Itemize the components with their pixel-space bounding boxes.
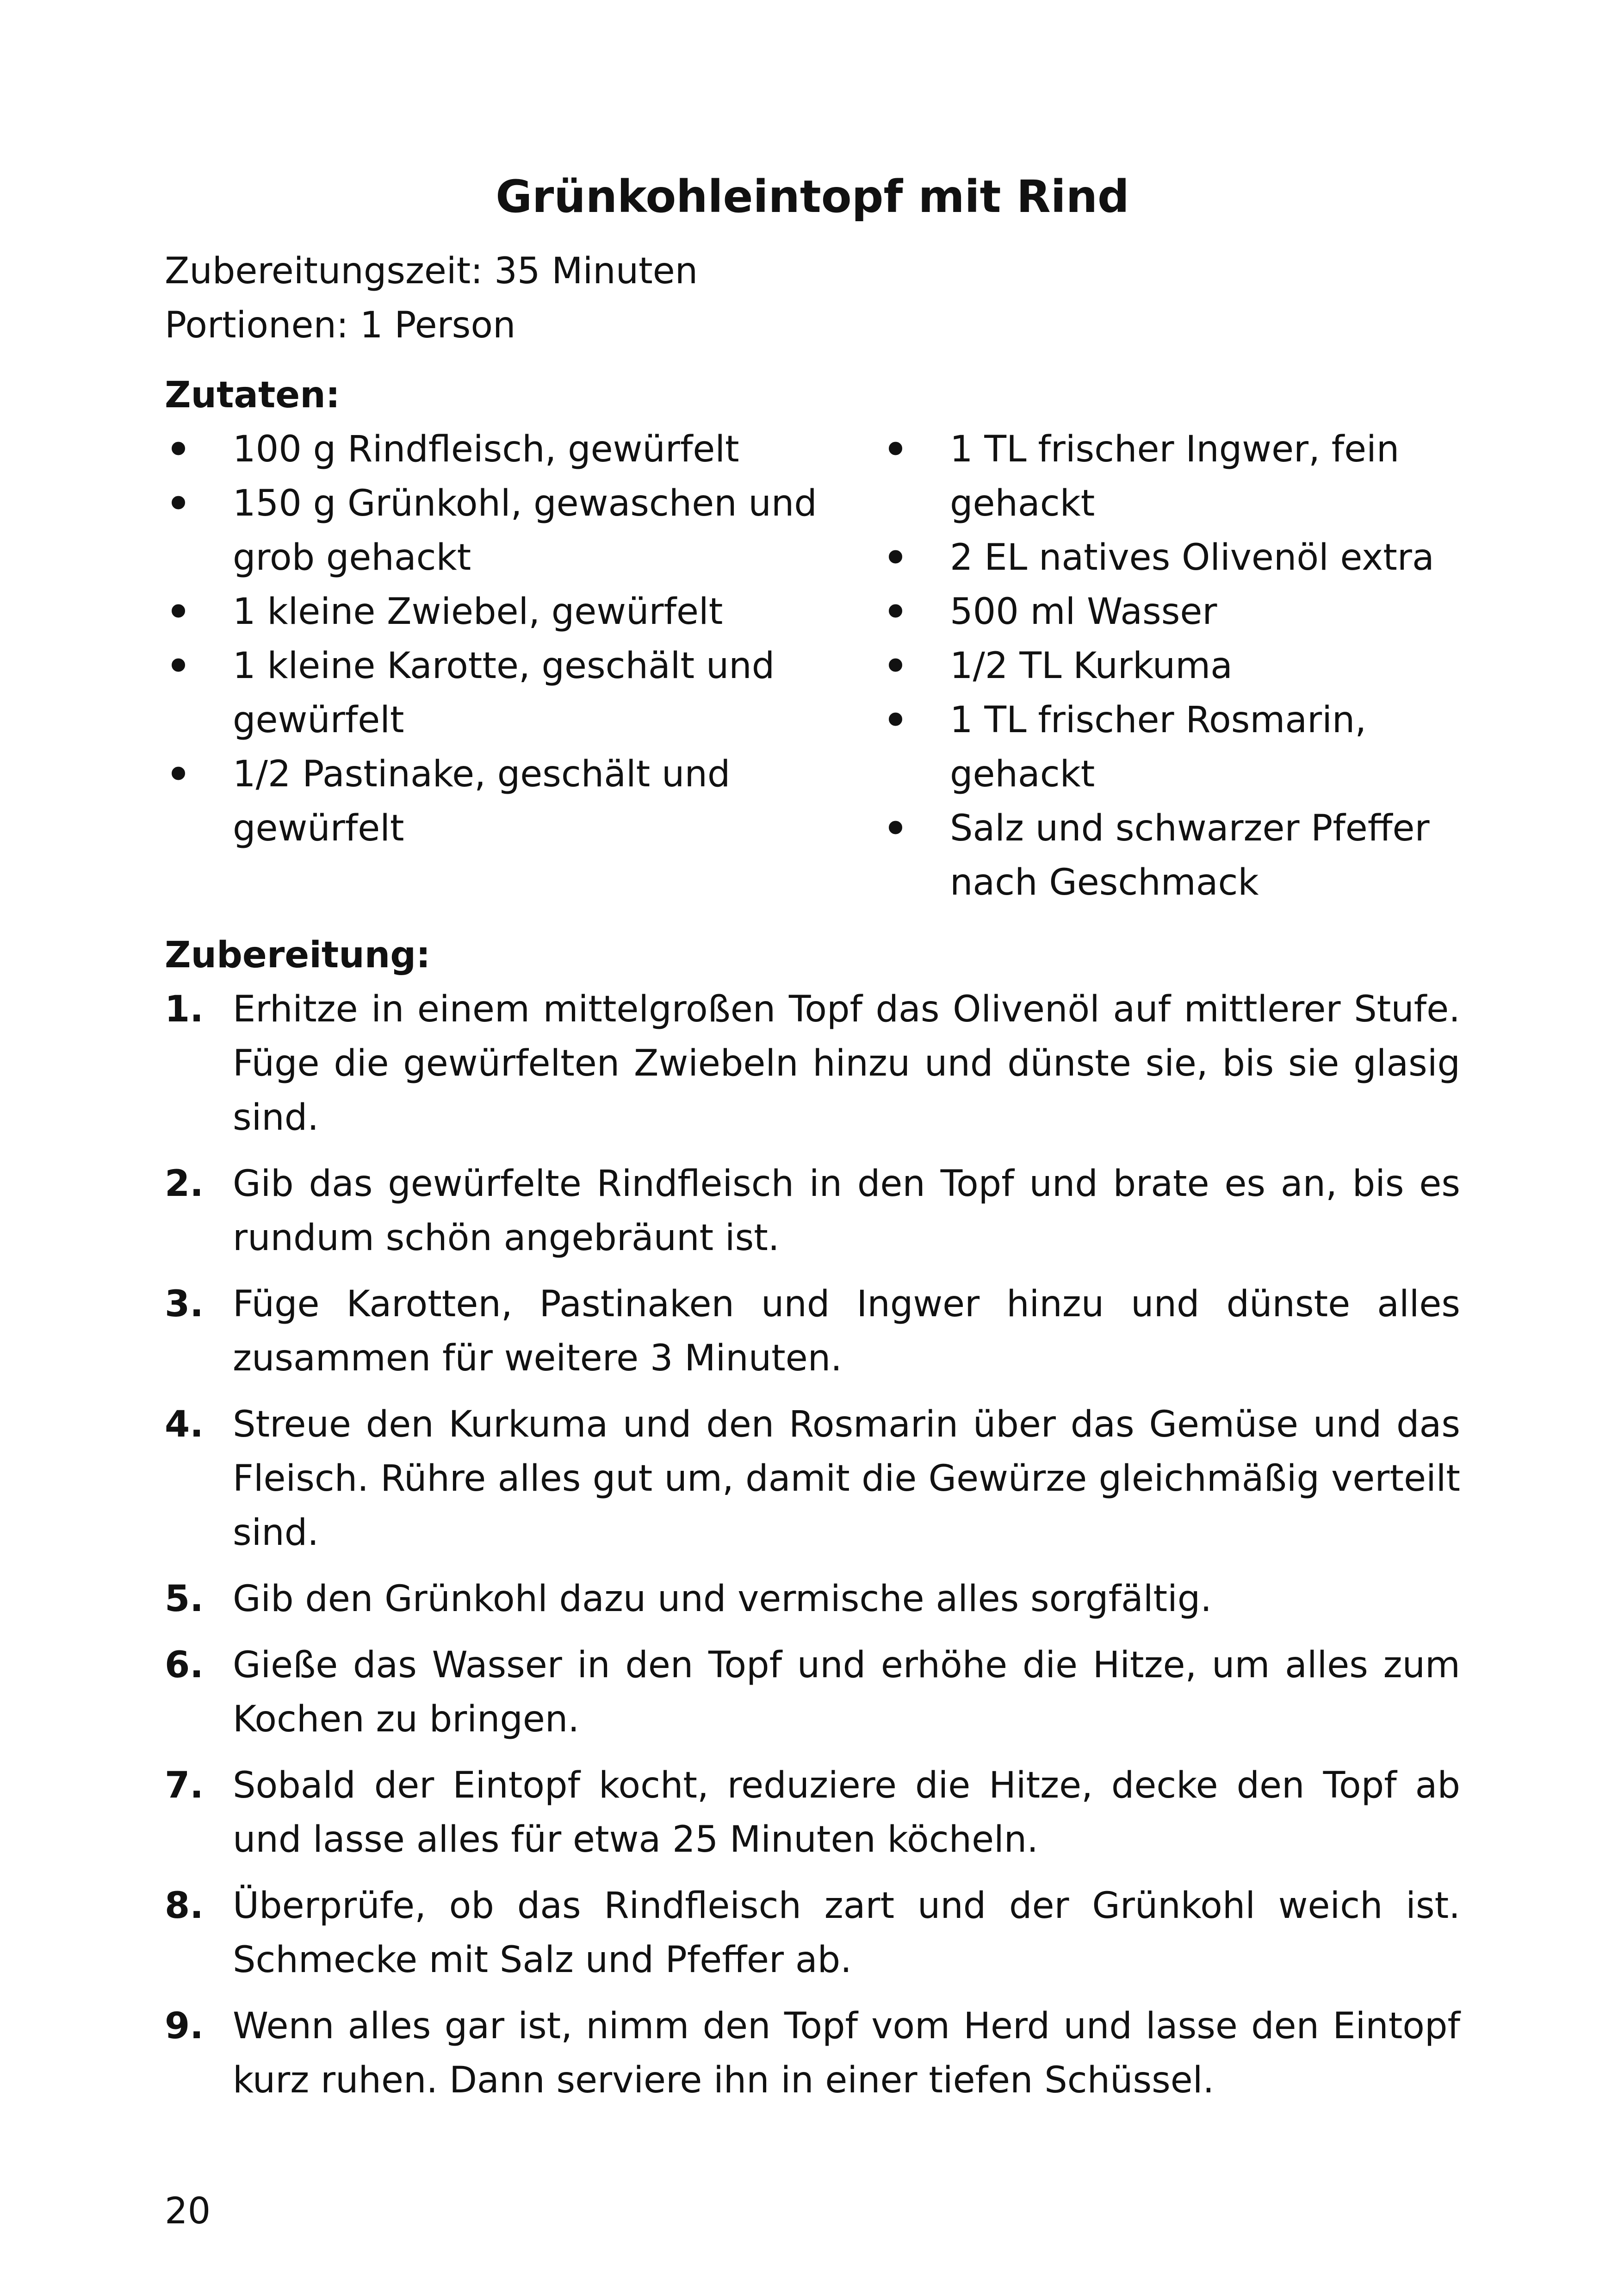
preparation-step — [165, 1398, 1460, 1560]
ingredient-item: • 1 TL frischer Rosmarin, gehackt — [882, 693, 1460, 802]
step-text: Sobald der Eintopf kocht, reduziere die Hitze, decke den Topf ab und lasse alles für etwa 25 Minuten köcheln. — [233, 1765, 1460, 1860]
step-text: Streue den Kurkuma und den Rosmarin über das Gemüse und das Fleisch. Rühre alles gut um, damit die Gewürze gleichmäßig verteilt sind. — [233, 1404, 1460, 1554]
step-text: Gib den Grünkohl dazu und vermische alles sorgfältig. — [233, 1578, 1212, 1620]
ingredient-item: • 500 ml Wasser — [882, 585, 1460, 639]
step-number: 3. — [165, 1283, 204, 1325]
step-number: 8. — [165, 1885, 204, 1927]
step-number: 5. — [165, 1578, 204, 1620]
preparation-step — [165, 1277, 1460, 1386]
step-text: Erhitze in einem mittelgroßen Topf das Olivenöl auf mittlerer Stufe. Füge die gewürfelten Zwiebeln hinzu und dünste sie, bis sie glasig sind. — [233, 989, 1460, 1139]
ingredient-item: • 2 EL natives Olivenöl extra — [882, 531, 1460, 585]
ingredients-heading: Zutaten: — [165, 374, 340, 416]
preparation-step — [165, 1572, 1460, 1626]
ingredient-item: • 100 g Rindfleisch, gewürfelt — [165, 423, 882, 477]
step-text: Gib das gewürfelte Rindfleisch in den Topf und brate es an, bis es rundum schön angebräunt ist. — [233, 1163, 1460, 1259]
ingredients-column-left — [165, 423, 882, 910]
step-number: 9. — [165, 2005, 204, 2047]
ingredients-column-right — [882, 423, 1460, 910]
ingredient-item: • 1/2 TL Kurkuma — [882, 639, 1460, 693]
preparation-step — [165, 1999, 1460, 2108]
preparation-step — [165, 1879, 1460, 1987]
preparation-step — [165, 1157, 1460, 1265]
step-number: 4. — [165, 1404, 204, 1445]
preparation-heading: Zubereitung: — [165, 934, 431, 976]
step-number: 6. — [165, 1644, 204, 1686]
page-content — [165, 167, 1460, 2120]
step-text: Gieße das Wasser in den Topf und erhöhe die Hitze, um alles zum Kochen zu bringen. — [233, 1644, 1460, 1740]
ingredient-item: • 150 g Grünkohl, gewaschen und grob gehackt — [165, 477, 882, 585]
step-text: Wenn alles gar ist, nimm den Topf vom Herd und lasse den Eintopf kurz ruhen. Dann serviere ihn in einer tiefen Schüssel. — [233, 2005, 1460, 2101]
ingredient-item: • 1 kleine Karotte, geschält und gewürfelt — [165, 639, 882, 747]
page-number: 20 — [165, 2190, 211, 2232]
preparation-step — [165, 1638, 1460, 1747]
preparation-step — [165, 1759, 1460, 1867]
preparation-step — [165, 983, 1460, 1145]
step-text: Überprüfe, ob das Rindfleisch zart und der Grünkohl weich ist. Schmecke mit Salz und Pfeffer ab. — [233, 1885, 1460, 1981]
ingredient-item: • 1/2 Pastinake, geschält und gewürfelt — [165, 747, 882, 856]
prep-time: Zubereitungszeit: 35 Minuten — [165, 250, 698, 292]
step-number: 1. — [165, 989, 204, 1030]
ingredient-item: • Salz und schwarzer Pfeffer nach Geschmack — [882, 802, 1460, 910]
ingredient-item: • 1 kleine Zwiebel, gewürfelt — [165, 585, 882, 639]
step-number: 7. — [165, 1765, 204, 1806]
ingredients-list — [165, 423, 1460, 910]
recipe-title: Grünkohleintopf mit Rind — [496, 171, 1129, 223]
ingredient-item: • 1 TL frischer Ingwer, fein gehackt — [882, 423, 1460, 531]
servings: Portionen: 1 Person — [165, 305, 516, 346]
preparation-steps — [165, 983, 1460, 2108]
step-number: 2. — [165, 1163, 204, 1205]
step-text: Füge Karotten, Pastinaken und Ingwer hinzu und dünste alles zusammen für weitere 3 Minuten. — [233, 1283, 1460, 1379]
